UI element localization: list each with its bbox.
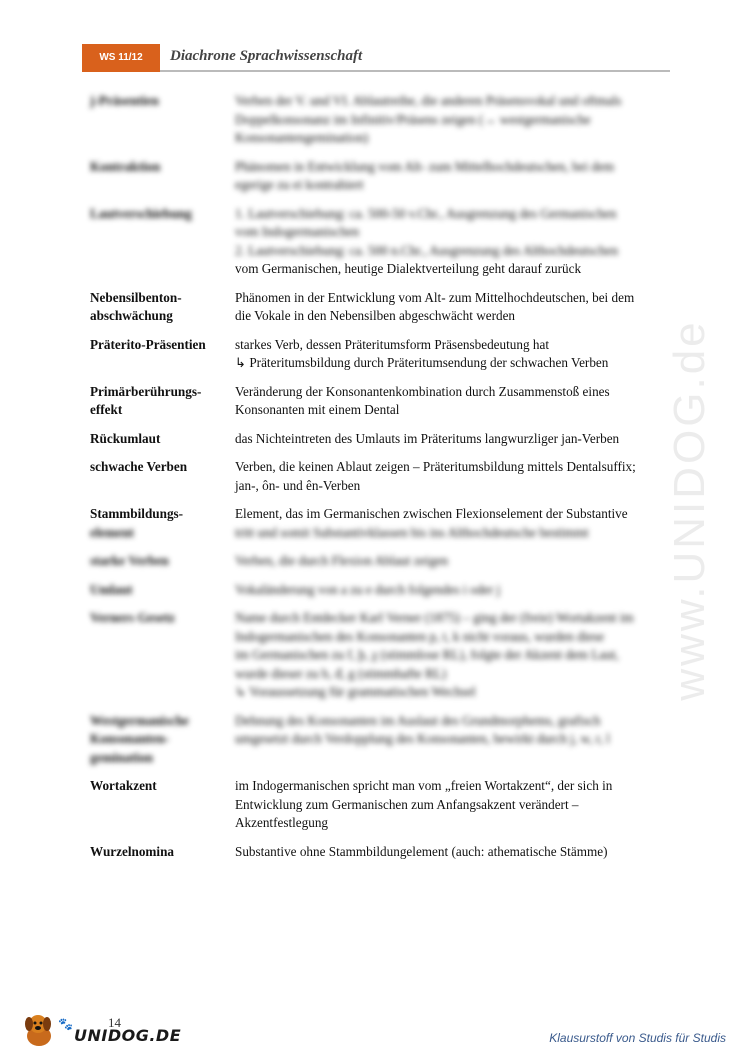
definition-line: ↳ Präteritumsbildung durch Präteritumsendung der schwachen Verben xyxy=(235,355,609,370)
definition-line: die Vokale in den Nebensilben abgeschwächt werden xyxy=(235,308,516,323)
glossary-definition xyxy=(235,205,675,261)
watermark: www.UNIDOG.de xyxy=(665,319,714,701)
glossary-term: Rückumlaut xyxy=(90,430,161,446)
glossary-entry xyxy=(90,158,675,195)
glossary-definition xyxy=(235,581,675,600)
glossary-term xyxy=(90,260,235,279)
glossary-entry xyxy=(90,843,675,862)
glossary-definition xyxy=(235,505,675,524)
glossary-term: element xyxy=(90,524,134,540)
glossary-entry xyxy=(90,524,675,543)
glossary-definition xyxy=(235,458,675,495)
definition-line: ↳ Voraussetzung für grammatischen Wechsel xyxy=(235,684,476,699)
definition-line: im Indogermanischen spricht man vom „freien Wortakzent“, der sich in xyxy=(235,778,613,793)
definition-line: Konsonanten mit einem Dental xyxy=(235,402,400,417)
glossary-term: Nebensilbenton- abschwächung xyxy=(90,289,182,323)
glossary-list xyxy=(90,92,675,871)
glossary-term: starke Verben xyxy=(90,553,169,568)
glossary-entry xyxy=(90,777,675,833)
page-number: 14 xyxy=(108,1015,121,1030)
definition-line: umgesetzt durch Verdopplung des Konsonanten, bewirkt durch j, w, r, l xyxy=(235,731,610,746)
glossary-definition xyxy=(235,260,675,279)
glossary-entry xyxy=(90,383,675,420)
glossary-entry xyxy=(90,552,675,571)
glossary-entry xyxy=(90,712,675,768)
definition-line: Entwicklung zum Germanischen zum Anfangsakzent verändert – xyxy=(235,796,579,812)
definition-line: Doppelkonsonanz im Infinitiv/Präsens zeigen (→ westgermanische xyxy=(235,111,591,127)
glossary-term: Wurzelnomina xyxy=(90,843,175,859)
definition-line: Vokaländerung von a zu e durch folgendes i oder j xyxy=(235,581,501,597)
glossary-entry xyxy=(90,289,675,326)
glossary-definition xyxy=(235,609,675,702)
definition-line: Verben, die keinen Ablaut zeigen – Präteritumsbildung mittels Dentalsuffix; xyxy=(235,459,636,474)
definition-line: das Nichteintreten des Umlauts im Präteritums langwurzliger jan-Verben xyxy=(235,430,620,446)
glossary-definition xyxy=(235,430,675,449)
definition-line: starkes Verb, dessen Präteritumsform Präsensbedeutung hat xyxy=(235,336,549,352)
page-header xyxy=(82,44,670,72)
definition-line: Indogermanischen des Konsonanten p, t, k nicht voraus, wurden diese xyxy=(235,628,605,644)
dog-mascot-icon xyxy=(22,1012,56,1048)
glossary-entry xyxy=(90,92,675,148)
definition-line: Element, das im Germanischen zwischen Flexionselement der Substantive xyxy=(235,506,628,521)
definition-line: Veränderung der Konsonantenkombination durch Zusammenstoß eines xyxy=(235,383,610,399)
definition-line: Verben der V. und VI. Ablautreihe, die anderen Präsensvokal und oftmals xyxy=(235,93,622,108)
glossary-definition xyxy=(235,712,675,768)
definition-line: vom Germanischen, heutige Dialektverteilung geht darauf zurück xyxy=(235,261,582,276)
glossary-entry xyxy=(90,260,675,279)
definition-line: Phänomen in Entwicklung vom Alt- zum Mittelhochdeutschen, bei dem xyxy=(235,158,615,174)
glossary-entry xyxy=(90,458,675,495)
glossary-definition xyxy=(235,777,675,833)
definition-line: 1. Lautverschiebung: ca. 500-50 v.Chr., Ausgrenzung des Germanischen xyxy=(235,205,617,221)
definition-line: Dehnung des Konsonanten im Auslaut des Grundmorphems, grafisch xyxy=(235,712,601,728)
glossary-definition xyxy=(235,383,675,420)
definition-line: Akzentfestlegung xyxy=(235,815,329,830)
definition-line: im Germanischen zu f, þ, χ (stimmlose RL), folgte der Akzent dem Laut, xyxy=(235,647,619,662)
glossary-definition xyxy=(235,336,675,373)
header-title: Diachrone Sprachwissenschaft xyxy=(170,48,363,64)
glossary-entry xyxy=(90,581,675,600)
glossary-entry xyxy=(90,609,675,702)
glossary-term: Verners Gesetz xyxy=(90,610,175,625)
logo-text: UNIDOG.DE xyxy=(74,1026,182,1045)
glossary-definition xyxy=(235,843,675,862)
glossary-term: Stammbildungs- xyxy=(90,506,184,521)
definition-line: Konsonantengemination) xyxy=(235,130,369,145)
glossary-term: Umlaut xyxy=(90,581,133,597)
unidog-logo xyxy=(22,1012,182,1050)
semester-badge: WS 11/12 xyxy=(82,44,160,72)
glossary-definition xyxy=(235,158,675,195)
definition-line: tritt und somit Substantivklassen bis ins Althochdeutsche bestimmt xyxy=(235,524,589,540)
glossary-definition xyxy=(235,289,675,326)
glossary-term: Lautverschiebung xyxy=(90,205,192,221)
definition-line: jan-, ôn- und ên-Verben xyxy=(235,477,361,493)
footer-tagline: Klausurstoff von Studis für Studis xyxy=(549,1031,726,1045)
glossary-entry xyxy=(90,205,675,261)
definition-line: wurde dieser zu b, đ, g (stimmhafte RL) xyxy=(235,665,447,681)
glossary-term: Westgermanische Konsonanten- gemination xyxy=(90,712,189,765)
definition-line: Substantive ohne Stammbildungelement (auch: athematische Stämme) xyxy=(235,843,608,859)
glossary-term: schwache Verben xyxy=(90,459,188,474)
definition-line: Phänomen in der Entwicklung vom Alt- zum Mittelhochdeutschen, bei dem xyxy=(235,289,635,305)
glossary-term: Präterito-Präsentien xyxy=(90,336,206,352)
glossary-definition xyxy=(235,92,675,148)
definition-line: 2. Lautverschiebung: ca. 500 n.Chr., Ausgrenzung des Althochdeutschen xyxy=(235,242,619,258)
glossary-definition xyxy=(235,524,675,543)
glossary-entry xyxy=(90,505,675,524)
definition-line: Name durch Entdecker Karl Verner (1875) – ging der (freie) Wortakzent im xyxy=(235,610,634,625)
paw-icon: 🐾 xyxy=(58,1017,73,1031)
header-rule xyxy=(160,70,670,72)
definition-line: Verben, die durch Flexion Ablaut zeigen xyxy=(235,553,449,568)
glossary-term: Wortakzent xyxy=(90,778,157,793)
glossary-term: j-Präsentien xyxy=(90,93,159,108)
glossary-entry xyxy=(90,430,675,449)
glossary-definition xyxy=(235,552,675,571)
glossary-term: Primärberührungs- effekt xyxy=(90,383,202,417)
definition-line: egerige zu ei kontrahiert xyxy=(235,177,364,192)
definition-line: vom Indogermanischen xyxy=(235,224,360,239)
glossary-term: Kontraktion xyxy=(90,158,161,174)
glossary-entry xyxy=(90,336,675,373)
